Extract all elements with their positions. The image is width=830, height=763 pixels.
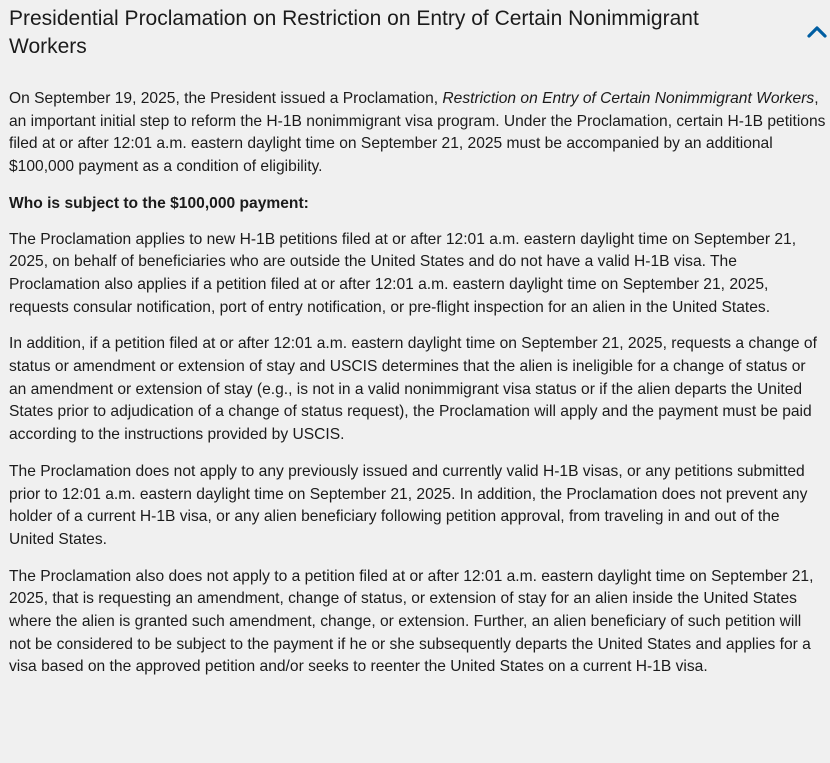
accordion-body xyxy=(0,88,830,679)
intro-text-start: On September 19, 2025, the President issued a Proclamation, xyxy=(9,90,443,107)
accordion-header[interactable] xyxy=(0,0,830,88)
chevron-up-icon[interactable] xyxy=(806,22,828,40)
intro-text-end: , an important initial step to reform the H-1B nonimmigrant visa program. Under the Proclamation, certain H-1B petitions filed at or after 12:01 a.m. eastern daylight time on September 21, 2025 must be accompanied by an additional $100,000 payment as a condition of eligibility. xyxy=(9,90,826,176)
change-of-status-paragraph: In addition, if a petition filed at or after 12:01 a.m. eastern daylight time on September 21, 2025, requests a change of status or amendment or extension of stay and USCIS determines that the alien is ineligible for a change of status or an amendment or extension of stay (e.g., is not in a valid nonimmigrant visa status or if the alien departs the United States prior to adjudication of a change of status request), the Proclamation will apply and the payment must be paid according to the instructions provided by USCIS. xyxy=(9,335,817,444)
not-apply-paragraph: The Proclamation does not apply to any previously issued and currently valid H-1B visas, or any petitions submitted prior to 12:01 a.m. eastern daylight time on September 21, 2025. In addition, the Proclamation does not prevent any holder of a current H-1B visa, or any alien beneficiary following petition approval, from traveling in and out of the United States. xyxy=(9,462,808,548)
section-heading: Who is subject to the $100,000 payment: xyxy=(9,194,309,212)
amendment-paragraph: The Proclamation also does not apply to a petition filed at or after 12:01 a.m. eastern daylight time on September 21, 2025, that is requesting an amendment, change of status, or extension of stay for an alien inside the United States where the alien is granted such amendment, change, or extension. Further, an alien beneficiary of such petition will not be considered to be subject to the payment if he or she subsequently departs the United States and applies for a visa based on the approved petition and/or seeks to reenter the United States on a current H-1B visa. xyxy=(9,567,814,676)
intro-paragraph xyxy=(9,88,826,179)
proclamation-title: Restriction on Entry of Certain Nonimmigrant Workers xyxy=(442,90,815,107)
applies-paragraph: The Proclamation applies to new H-1B petitions filed at or after 12:01 a.m. eastern daylight time on September 21, 2025, on behalf of beneficiaries who are outside the United States and do not have a valid H-1B visa. The Proclamation also applies if a petition filed at or after 12:01 a.m. eastern daylight time on September 21, 2025, requests consular notification, port of entry notification, or pre-flight inspection for an alien in the United States. xyxy=(9,230,797,316)
accordion-title[interactable]: Presidential Proclamation on Restriction on Entry of Certain Nonimmigrant Workers xyxy=(9,7,699,58)
